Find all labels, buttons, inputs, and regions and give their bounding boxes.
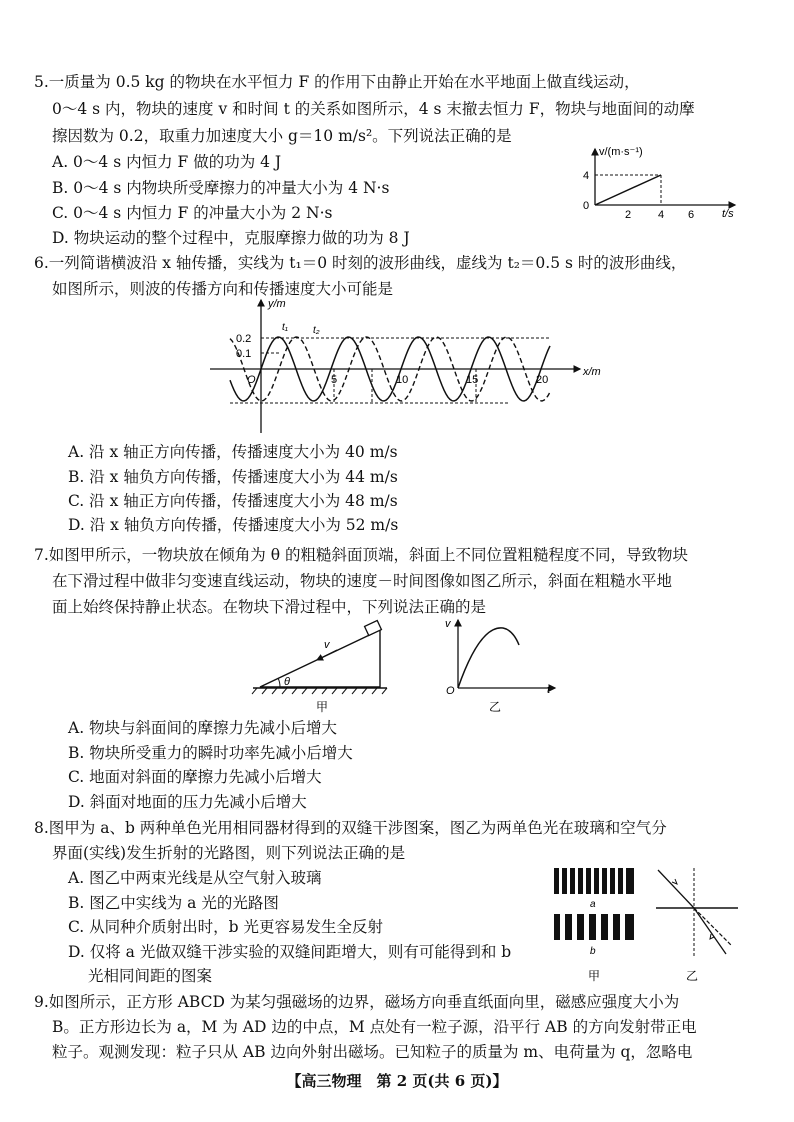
q7-taxis-label: t [547,684,551,696]
q9-stem-line3: 粒子。观测发现：粒子只从 AB 边向外射出磁场。已知粒子的质量为 m、电荷量为 q，忽略电 [52,1043,693,1061]
page-footer: 【高三物理 第 2 页(共 6 页)】 [286,1072,508,1090]
q6-option-a: A. 沿 x 轴正方向传播，传播速度大小为 40 m/s [68,443,398,461]
q6-tick-20: 20 [536,374,549,386]
q8-incident-ray [658,870,694,908]
q5-tick-x2: 2 [625,209,632,221]
q5-stem-line3: 擦因数为 0.2，取重力加速度大小 g＝10 m/s²。下列说法正确的是 [52,127,512,145]
q8-label-a: a [590,899,596,910]
q7-option-b: B. 物块所受重力的瞬时功率先减小后增大 [68,744,353,762]
q5-stem-line2: 0～4 s 内，物块的速度 v 和时间 t 的关系如图所示，4 s 末撤去恒力 F，物块与地面间的动摩 [52,100,695,118]
q6-tick-02: 0.2 [236,333,252,345]
q6-xlabel: x/m [583,366,601,378]
q7-velocity-arrow [317,650,337,660]
q7-vt-curve [458,628,519,688]
q6-t2-label: t₂ [313,325,320,336]
q5-stem-line1: 5.一质量为 0.5 kg 的物块在水平恒力 F 的作用下由静止开始在水平地面上做直线运动， [34,73,640,91]
q8-refracted-dashed [694,908,732,946]
q7-block [365,621,382,636]
q7-yi-caption: 乙 [489,700,502,714]
q7-vaxis-label: v [445,618,451,630]
q6-tick-5: 5 [331,374,338,386]
q7-theta-label: θ [284,676,290,688]
q5-option-b: B. 0～4 s 内物块所受摩擦力的冲量大小为 4 N·s [52,179,390,197]
q8-arrow-in [672,879,677,884]
q8-option-d-line1: D. 仅将 a 光做双缝干涉实验的双缝间距增大，则有可能得到和 b [68,943,512,961]
q7-stem-line2: 在下滑过程中做非匀变速直线运动，物块的速度－时间图像如图乙所示，斜面在粗糙水平地 [52,572,673,590]
q7-origin: O [446,685,455,697]
q7-stem-line3: 面上始终保持静止状态。在物块下滑过程中，下列说法正确的是 [52,598,487,616]
q5-option-a: A. 0～4 s 内恒力 F 做的功为 4 J [52,153,282,171]
q8-jia-caption: 甲 [588,969,601,983]
q9-stem-line1: 9.如图所示，正方形 ABCD 为某匀强磁场的边界，磁场方向垂直纸面向里，磁感应强度大小为 [34,993,680,1011]
q6-stem-line1: 6.一列简谐横波沿 x 轴传播，实线为 t₁＝0 时刻的波形曲线，虚线为 t₂＝0.5 s 时的波形曲线， [34,254,687,272]
q7-jia-caption: 甲 [316,700,329,714]
q8-figures [548,862,748,987]
q7-angle-arc [278,678,280,687]
q6-ylabel: y/m [268,298,286,310]
q6-tick-10: 10 [396,374,409,386]
q5-option-d: D. 物块运动的整个过程中，克服摩擦力做的功为 8 J [52,229,410,247]
q6-origin: O [247,374,256,386]
q8-option-d-line2: 光相同间距的图案 [88,967,213,985]
q7-option-a: A. 物块与斜面间的摩擦力先减小后增大 [68,719,338,737]
q5-xlabel: t/s [722,208,734,220]
q5-tick-x4: 4 [658,209,665,221]
q8-option-c: C. 从同种介质射出时，b 光更容易发生全反射 [68,918,384,936]
q6-t1-label: t₁ [282,322,288,333]
q8-option-a: A. 图乙中两束光线是从空气射入玻璃 [68,869,322,887]
q6-option-b: B. 沿 x 轴负方向传播，传播速度大小为 44 m/s [68,468,398,486]
q8-option-b: B. 图乙中实线为 a 光的光路图 [68,894,279,912]
q5-v-line [595,175,661,205]
q8-yi-caption: 乙 [686,969,699,983]
q5-vt-graph [575,143,750,223]
q5-tick-y4: 4 [583,170,590,182]
q8-refracted-solid [694,908,726,954]
q7-stem-line1: 7.如图甲所示，一物块放在倾角为 θ 的粗糙斜面顶端，斜面上不同位置粗糙程度不同，导致物块 [34,546,688,564]
q5-option-c: C. 0～4 s 内恒力 F 的冲量大小为 2 N·s [52,204,333,222]
q9-stem-line2: B。正方形边长为 a，M 为 AD 边的中点，M 点处有一粒子源，沿平行 AB 的方向发射带正电 [52,1018,697,1036]
q7-option-d: D. 斜面对地面的压力先减小后增大 [68,793,307,811]
q6-tick-15: 15 [466,374,479,386]
q8-label-b: b [590,946,596,957]
q5-origin: 0 [583,200,590,212]
q7-figures [245,615,575,715]
q7-v-label: v [324,639,330,651]
q6-tick-01: 0.1 [236,348,252,360]
q8-pattern-a-fringes [559,868,626,894]
q5-tick-x6: 6 [688,209,695,221]
q6-wave-graph [200,295,620,440]
q6-option-c: C. 沿 x 轴正方向传播，传播速度大小为 48 m/s [68,492,398,510]
q8-stem-line2: 界面(实线)发生折射的光路图，则下列说法正确的是 [52,844,406,862]
q5-ylabel: v/(m·s⁻¹) [599,146,643,158]
q7-ground-hatch [252,688,387,694]
q6-stem-line2: 如图所示，则波的传播方向和传播速度大小可能是 [52,280,394,298]
q8-stem-line1: 8.图甲为 a、b 两种单色光用相同器材得到的双缝干涉图案，图乙为两单色光在玻璃和空气分 [34,819,667,837]
q7-option-c: C. 地面对斜面的摩擦力先减小后增大 [68,768,322,786]
q6-option-d: D. 沿 x 轴负方向传播，传播速度大小为 52 m/s [68,516,399,534]
